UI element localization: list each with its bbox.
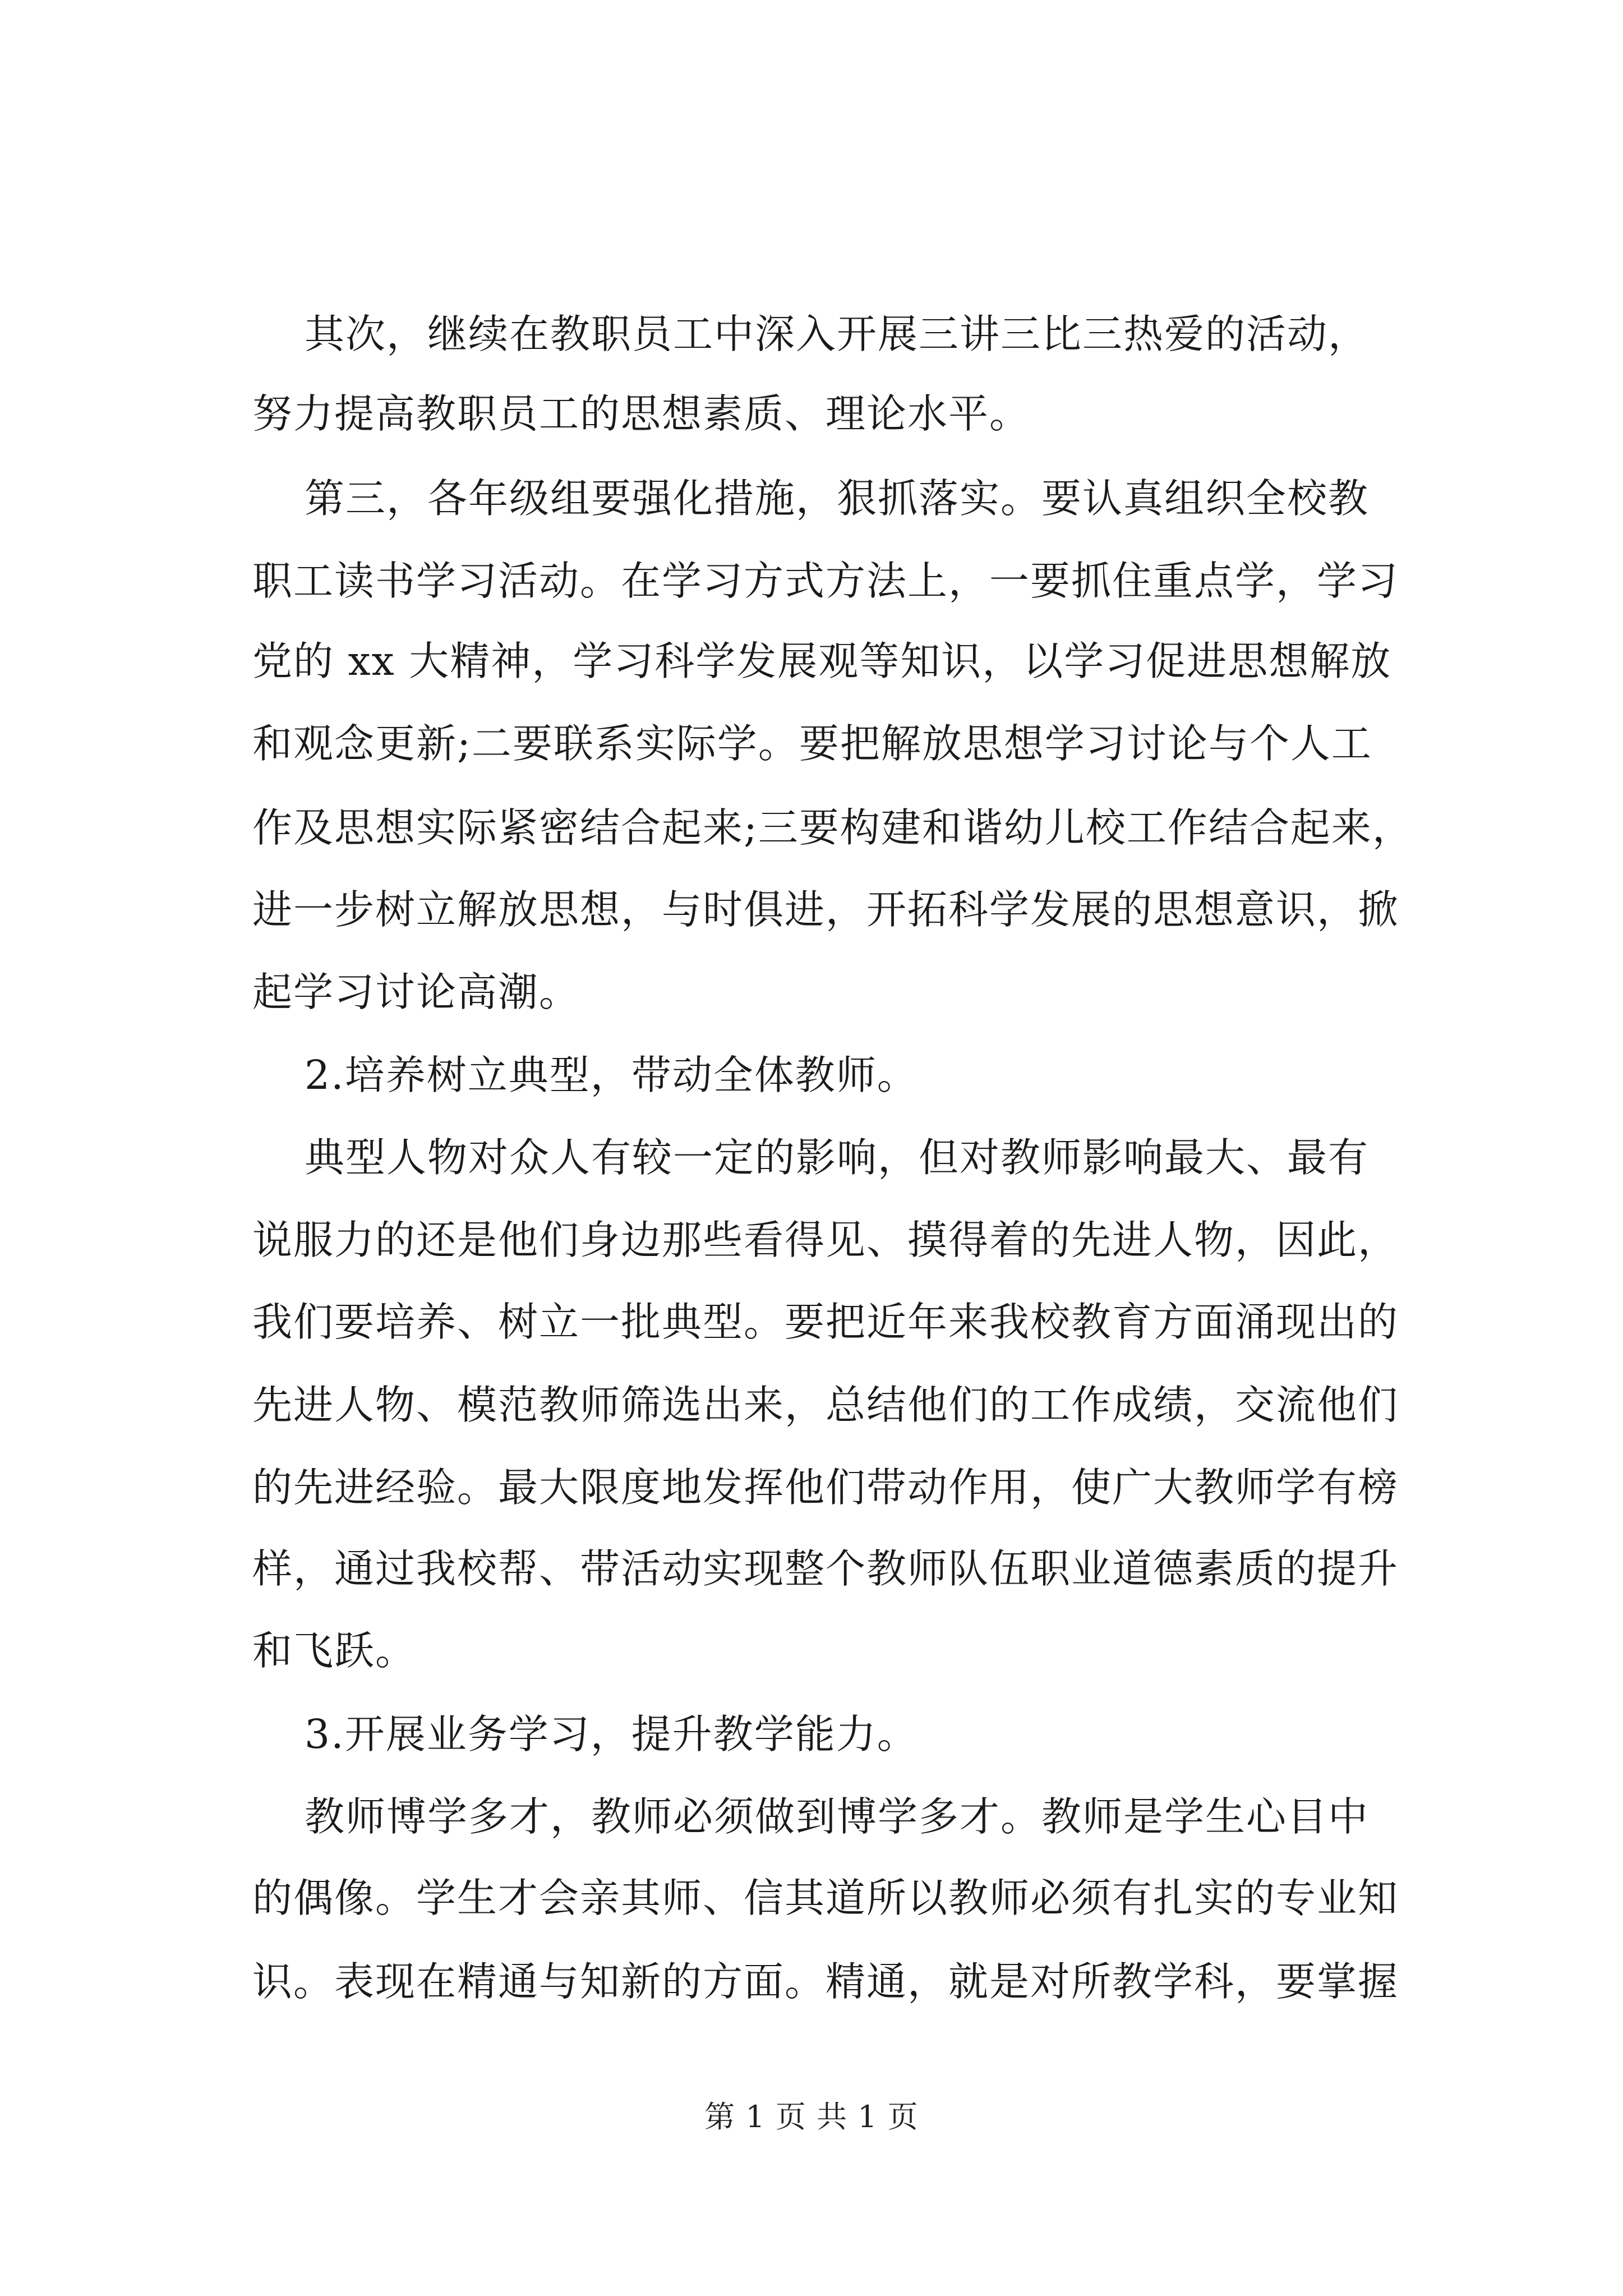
paragraph-line: 和飞跃。: [252, 1627, 417, 1674]
section-heading: 3.开展业务学习，提升教学能力。: [305, 1711, 918, 1757]
paragraph-line: 先进人物、模范教师筛选出来，总结他们的工作成绩，交流他们: [252, 1382, 1399, 1428]
paragraph-line: 起学习讨论高潮。: [252, 969, 580, 1015]
paragraph-line: 识。表现在精通与知新的方面。精通，就是对所教学科，要掌握: [252, 1958, 1399, 2005]
paragraph-line: 第三，各年级组要强化措施，狠抓落实。要认真组织全校教: [305, 475, 1370, 522]
paragraph-line: 职工读书学习活动。在学习方式方法上，一要抓住重点学，学习: [252, 558, 1399, 604]
paragraph-line: 样，通过我校帮、带活动实现整个教师队伍职业道德素质的提升: [252, 1545, 1399, 1592]
paragraph-line: 教师博学多才，教师必须做到博学多才。教师是学生心目中: [305, 1793, 1370, 1840]
paragraph-line: 进一步树立解放思想，与时俱进，开拓科学发展的思想意识，掀: [252, 886, 1399, 933]
paragraph-line: 作及思想实际紧密结合起来;三要构建和谐幼儿校工作结合起来，: [252, 804, 1413, 851]
paragraph-line: 说服力的还是他们身边那些看得见、摸得着的先进人物，因此，: [252, 1217, 1399, 1263]
paragraph-line: 党的 xx 大精神，学习科学发展观等知识，以学习促进思想解放: [252, 638, 1392, 684]
paragraph-line: 和观念更新;二要联系实际学。要把解放思想学习讨论与个人工: [252, 720, 1372, 767]
paragraph-line: 典型人物对众人有较一定的影响，但对教师影响最大、最有: [305, 1134, 1370, 1181]
page-number-footer: 第 1 页 共 1 页: [704, 2099, 919, 2134]
paragraph-line: 的先进经验。最大限度地发挥他们带动作用，使广大教师学有榜: [252, 1464, 1399, 1511]
section-heading: 2.培养树立典型，带动全体教师。: [305, 1052, 918, 1098]
paragraph-line: 其次，继续在教职员工中深入开展三讲三比三热爱的活动，: [305, 311, 1370, 357]
paragraph-line: 努力提高教职员工的思想素质、理论水平。: [252, 390, 1031, 437]
paragraph-line: 的偶像。学生才会亲其师、信其道所以教师必须有扎实的专业知: [252, 1875, 1399, 1921]
paragraph-line: 我们要培养、树立一批典型。要把近年来我校教育方面涌现出的: [252, 1299, 1399, 1345]
